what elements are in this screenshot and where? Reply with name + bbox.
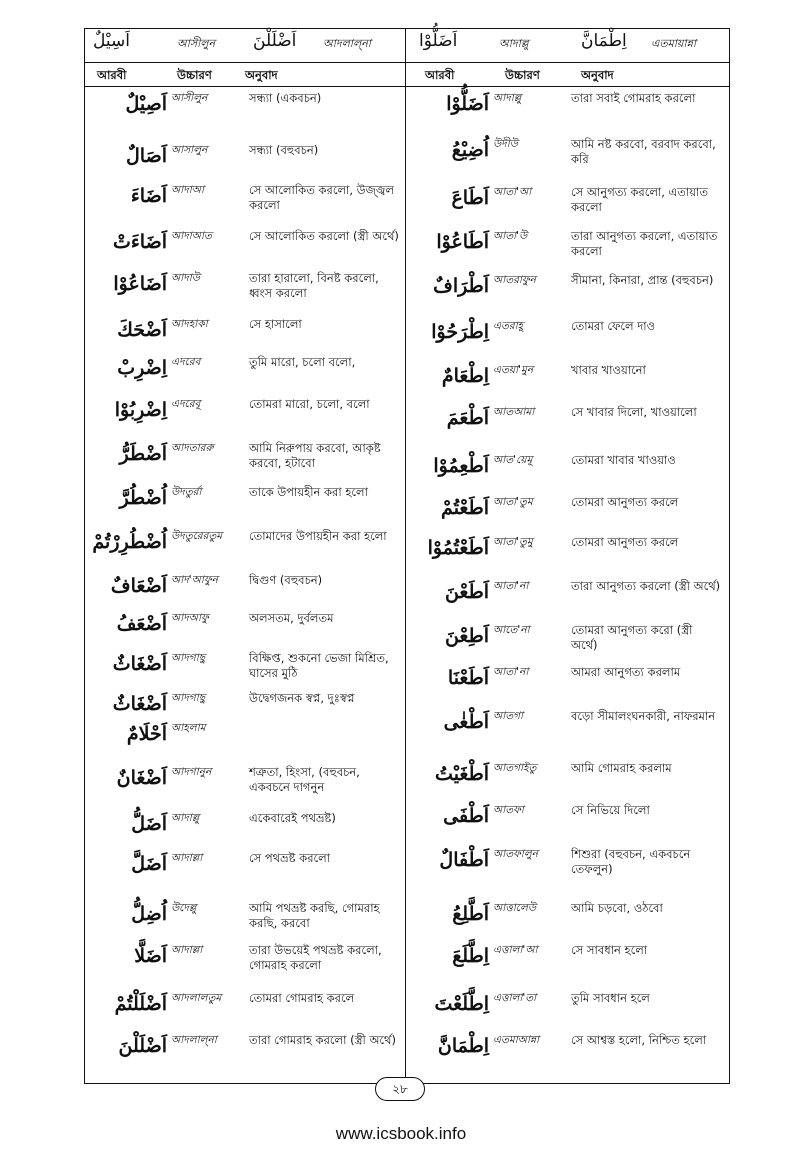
pronunciation: আতআমা (493, 406, 535, 418)
entry-row (85, 91, 405, 127)
pronunciation: আদলাল্না (171, 1034, 217, 1046)
dictionary-page (84, 28, 730, 1096)
arabic-word: اِطْعَامٌ (441, 365, 489, 387)
pronunciation: আতা'উ (493, 230, 528, 242)
pronunciation: উদতুরেরতুম (171, 530, 223, 542)
arabic-word: اَضَاعُوْا (113, 273, 167, 295)
entry-row (407, 709, 731, 745)
pronunciation: আতা'না (493, 666, 529, 678)
entry-row (85, 651, 405, 687)
entry-row (407, 137, 731, 173)
arabic-word: اَطَعْنَ (444, 581, 489, 603)
entry-row (407, 1033, 731, 1069)
meaning: সে আলোকিত করলো, উজ্জ্বল করলো (249, 183, 395, 212)
pronunciation: এতরাহূ (493, 320, 524, 332)
arabic-word: اَضَلُّ (131, 813, 167, 835)
pronunciation: আসীলুন (171, 92, 208, 104)
col-pron-right: উচ্চারণ (505, 68, 540, 82)
entry-row (407, 185, 731, 221)
header-word-2: اَضْلَلْنَ (253, 31, 297, 51)
meaning: সন্ধ্যা (একবচন) (249, 91, 322, 105)
pronunciation: আদ'আফুন (171, 574, 218, 586)
col-meaning-right: অনুবাদ (581, 68, 614, 82)
arabic-word: اِطَّلَعْتَ (434, 993, 489, 1015)
meaning: বিক্ষিপ্ত, শুকনো ভেজা মিশ্রিত, ঘাসের মুঠি (249, 651, 389, 680)
meaning: তোমরা মারো, চলো, বলো (249, 397, 370, 411)
meaning: তোমরা খাবার খাওয়াও (571, 453, 676, 467)
meaning: সে হাসালো (249, 317, 302, 331)
footer-url: www.icsbook.info (335, 1124, 467, 1143)
header-pron-3: আদাল্লু (499, 37, 529, 50)
arabic-word: اَضَلُّوْا (446, 93, 489, 115)
col-meaning-left: অনুবাদ (245, 68, 278, 82)
pronunciation: আত্তালেউ (493, 902, 537, 914)
arabic-word: اَطَاعُوْا (436, 231, 489, 253)
pronunciation: আতগা (493, 710, 524, 722)
arabic-word: اَطَّلِعُ (452, 903, 489, 925)
pronunciation: আদতাররু (171, 442, 214, 454)
meaning: তারা হারালো, বিনষ্ট করলো, ধ্বংস করলো (249, 271, 379, 300)
header-pron-2: আদলাল্না (323, 37, 371, 50)
meaning: তোমাদের উপায়হীন করা হলো (249, 529, 387, 543)
meaning: আমি গোমরাহ করলাম (571, 761, 672, 775)
pronunciation: আতা'তুম (493, 496, 533, 508)
entry-row (407, 405, 731, 441)
arabic-word: اَضْلَلْتُمْ (114, 993, 167, 1015)
meaning: তোমরা গোমরাহ করলে (249, 991, 355, 1005)
pronunciation: আতা'তুমু (493, 536, 533, 548)
arabic-word: اِضْرِبْ (117, 357, 167, 379)
pronunciation: আদাল্লু (171, 812, 200, 824)
meaning: খাবার খাওয়ানো (571, 363, 646, 377)
meaning: শিশুরা (বহুবচন, একবচনে তেফলুন) (571, 847, 691, 876)
running-header (85, 29, 729, 63)
meaning: সে আশ্বস্ত হলো, নিশ্চিত হলো (571, 1033, 707, 1047)
entry-row (85, 143, 405, 179)
pronunciation: আতে'না (493, 624, 530, 636)
pronunciation: আদআফু (171, 612, 209, 624)
arabic-word: اَطَعْتُمُوْا (427, 537, 489, 559)
meaning: আমি নিরুপায় করবো, আকৃষ্ট করবো, হটাবো (249, 441, 381, 470)
meaning: উদ্বেগজনক স্বপ্ন, দুঃস্বপ্ন (249, 691, 355, 705)
entry-row (85, 611, 405, 647)
pronunciation: আতরাফুন (493, 274, 536, 286)
arabic-word: اَطْعَمَ (446, 407, 489, 429)
arabic-word: اَطْعِمُوْا (433, 455, 489, 477)
entry-row (407, 579, 731, 615)
pronunciation: উদীউ (493, 138, 518, 150)
entry-row (85, 355, 405, 391)
entry-row (85, 901, 405, 937)
header-pron-4: এতমায়ান্না (651, 37, 697, 50)
entry-row (85, 943, 405, 979)
arabic-word: اَطَعْنَا (447, 667, 489, 689)
entry-row (407, 901, 731, 937)
pronunciation: আতগাইতু (493, 762, 537, 774)
meaning: দ্বিগুণ (বহুবচন) (249, 573, 323, 587)
meaning: একেবারেই পথভ্রষ্ট) (249, 811, 336, 825)
arabic-word: اَطَعْتُمْ (441, 497, 489, 519)
entry-row (407, 991, 731, 1027)
entry-row (407, 363, 731, 399)
pronunciation: আদাআত (171, 230, 212, 242)
entry-row (85, 183, 405, 219)
arabic-word: اَضْغَاثٌ (112, 653, 167, 675)
meaning: সে সাবধান হলো (571, 943, 648, 957)
meaning: শত্রুতা, হিংসা, (বহুবচন, একবচনে দাগনুন (249, 765, 360, 794)
pronunciation: আদাআ (171, 184, 205, 196)
entry-row (85, 485, 405, 521)
header-word-4: اِطْمَانَّ (581, 31, 627, 51)
entry-row (407, 319, 731, 355)
col-arabic-left: আরবী (97, 68, 127, 82)
entry-row (85, 1033, 405, 1069)
arabic-word: اَطْرَافٌ (433, 275, 489, 297)
arabic-word: اَضْعَفُ (116, 613, 167, 635)
pronunciation: আদাল্লু (493, 92, 522, 104)
meaning: সে খাবার দিলো, খাওয়ালো (571, 405, 697, 419)
pronunciation: আতফা (493, 804, 524, 816)
meaning: সে আলোকিত করলো (স্ত্রী অর্থে) (249, 229, 399, 243)
arabic-word: اُضْطُرَّ (119, 487, 167, 509)
pronunciation: আতা'না (493, 580, 529, 592)
arabic-word: اَحْلَامٌ (126, 723, 167, 745)
arabic-word: اَضَلَّ (131, 853, 167, 875)
meaning: তাকে উপায়হীন করা হলো (249, 485, 368, 499)
meaning: তারা উভয়েই পথভ্রষ্ট করলো, গোমরাহ করলো (249, 943, 382, 972)
entry-row (85, 271, 405, 307)
pronunciation: আতফালুন (493, 848, 538, 860)
arabic-word: اَطْفَالٌ (439, 849, 489, 871)
entry-row (85, 397, 405, 433)
meaning: সে পথভ্রষ্ট করলো (249, 851, 331, 865)
entry-row (407, 803, 731, 839)
pronunciation: আদলালতুম (171, 992, 222, 1004)
meaning: তোমরা আনুগত্য করো (স্ত্রী অর্থে) (571, 623, 693, 652)
meaning: তারা গোমরাহ করলো (স্ত্রী অর্থে) (249, 1033, 396, 1047)
meaning: তারা আনুগত্য করলো (স্ত্রী অর্থে) (571, 579, 721, 593)
entry-row (85, 529, 405, 565)
meaning: সীমানা, কিনারা, প্রান্ত (বহুবচন) (571, 273, 714, 287)
meaning: আমরা আনুগত্য করলাম (571, 665, 681, 679)
arabic-word: اُضْطُرِرْتُمْ (92, 531, 167, 553)
arabic-word: اَضْلَلْنَ (118, 1035, 167, 1057)
meaning: আমি নষ্ট করবো, বরবাদ করবো, করি (571, 137, 716, 166)
arabic-word: اَضْطَرُّ (119, 443, 167, 465)
page-number: ২৮ (375, 1077, 425, 1101)
entry-row (85, 573, 405, 609)
entry-row (407, 943, 731, 979)
pronunciation: আদাউ (171, 272, 200, 284)
arabic-word: اِطْمَانَّ (437, 1035, 489, 1057)
entry-row (85, 991, 405, 1027)
pronunciation: আতা'আ (493, 186, 532, 198)
pronunciation: আত'য়েমূ (493, 454, 533, 466)
arabic-word: اَضْغَانٌ (116, 767, 167, 789)
pronunciation: আদাল্লা (171, 852, 203, 864)
arabic-word: اِضْرِبُوْا (114, 399, 167, 421)
pronunciation: এত্তালা'আ (493, 944, 538, 956)
pronunciation: এতমাআন্না (493, 1034, 540, 1046)
arabic-word: اَضْحَكَ (117, 319, 167, 341)
pronunciation: আসালুন (171, 144, 208, 156)
pronunciation: আদগাছু (171, 692, 206, 704)
arabic-word: اَطْغَيْتُ (435, 763, 489, 785)
arabic-word: اُضِلُّ (131, 903, 167, 925)
arabic-word: اَضْعَافٌ (110, 575, 167, 597)
meaning: তোমরা ফেলে দাও (571, 319, 656, 333)
arabic-word: اَطَاعَ (451, 187, 489, 209)
entry-row (407, 229, 731, 265)
meaning: তারা সবাই গোমরাহ করলো (571, 91, 696, 105)
meaning: তুমি সাবধান হলে (571, 991, 650, 1005)
arabic-word: اَضَاءَ (130, 185, 167, 207)
pronunciation: আদগানুন (171, 766, 212, 778)
entry-row (85, 851, 405, 887)
entry-row (407, 273, 731, 309)
header-word-3: اَضَلُّوْا (419, 31, 458, 51)
entry-row (407, 761, 731, 797)
pronunciation: উদতুর্রা (171, 486, 202, 498)
arabic-word: اِطْرَحُوْا (431, 321, 489, 343)
entry-row (85, 811, 405, 847)
pronunciation: উদেল্লু (171, 902, 197, 914)
pronunciation: আদাল্লা (171, 944, 203, 956)
entry-row (407, 623, 731, 659)
meaning: সন্ধ্যা (বহুবচন) (249, 143, 319, 157)
pronunciation: এত্তালা'তা (493, 992, 537, 1004)
entry-row (407, 847, 731, 883)
meaning: তুমি মারো, চলো বলো, (249, 355, 356, 369)
pronunciation: এদরেবূ (171, 398, 201, 410)
entry-row (85, 229, 405, 265)
arabic-word: اَضَاءَتْ (112, 231, 167, 253)
meaning: তারা আনুগত্য করলো, এতায়াত করলো (571, 229, 718, 258)
arabic-word: اَطْغٰى (443, 711, 489, 733)
arabic-word: اَصَالٌ (125, 145, 167, 167)
pronunciation: আদহাকা (171, 318, 208, 330)
header-pron-1: আসীলুন (177, 37, 216, 50)
meaning: তোমরা আনুগত্য করলে (571, 535, 679, 549)
meaning: আমি পথভ্রষ্ট করছি, গোমরাহ করছি, করবো (249, 901, 380, 930)
pronunciation: এদরেব (171, 356, 201, 368)
column-headers (85, 63, 729, 87)
meaning: অলসতম, দুর্বলতম (249, 611, 334, 625)
header-word-1: اَسِيْلٌ (93, 31, 130, 51)
arabic-word: اَضْغَاثٌ (112, 693, 167, 715)
entry-row (407, 535, 731, 571)
arabic-word: اَطِعْنَ (444, 625, 489, 647)
arabic-word: اُضِيْعُ (451, 139, 489, 161)
pronunciation: এতয়া'মুন (493, 364, 534, 376)
col-arabic-right: আরবী (425, 68, 455, 82)
entry-row (407, 665, 731, 701)
arabic-word: اَطْفَى (443, 805, 489, 827)
column-divider (405, 29, 406, 1083)
meaning: সে আনুগত্য করলো, এতায়াত করলো (571, 185, 709, 214)
arabic-word: اَضَلَّا (134, 945, 167, 967)
entry-row (85, 317, 405, 353)
meaning: আমি চড়বো, ওঠবো (571, 901, 663, 915)
pronunciation: আদগাছু (171, 652, 206, 664)
entry-row (85, 765, 405, 801)
meaning: তোমরা আনুগত্য করলে (571, 495, 679, 509)
col-pron-left: উচ্চারণ (177, 68, 212, 82)
arabic-word: اَصِيْلٌ (125, 93, 167, 115)
entry-row (85, 441, 405, 477)
arabic-word: اِطَّلَعَ (452, 945, 489, 967)
entry-row (407, 453, 731, 489)
pronunciation: আহলাম (171, 722, 206, 734)
meaning: সে নিভিয়ে দিলো (571, 803, 650, 817)
meaning: বড়ো সীমালংঘনকারী, নাফরমান (571, 709, 716, 723)
entry-row (85, 721, 405, 757)
entry-row (407, 495, 731, 531)
entry-row (407, 91, 731, 127)
